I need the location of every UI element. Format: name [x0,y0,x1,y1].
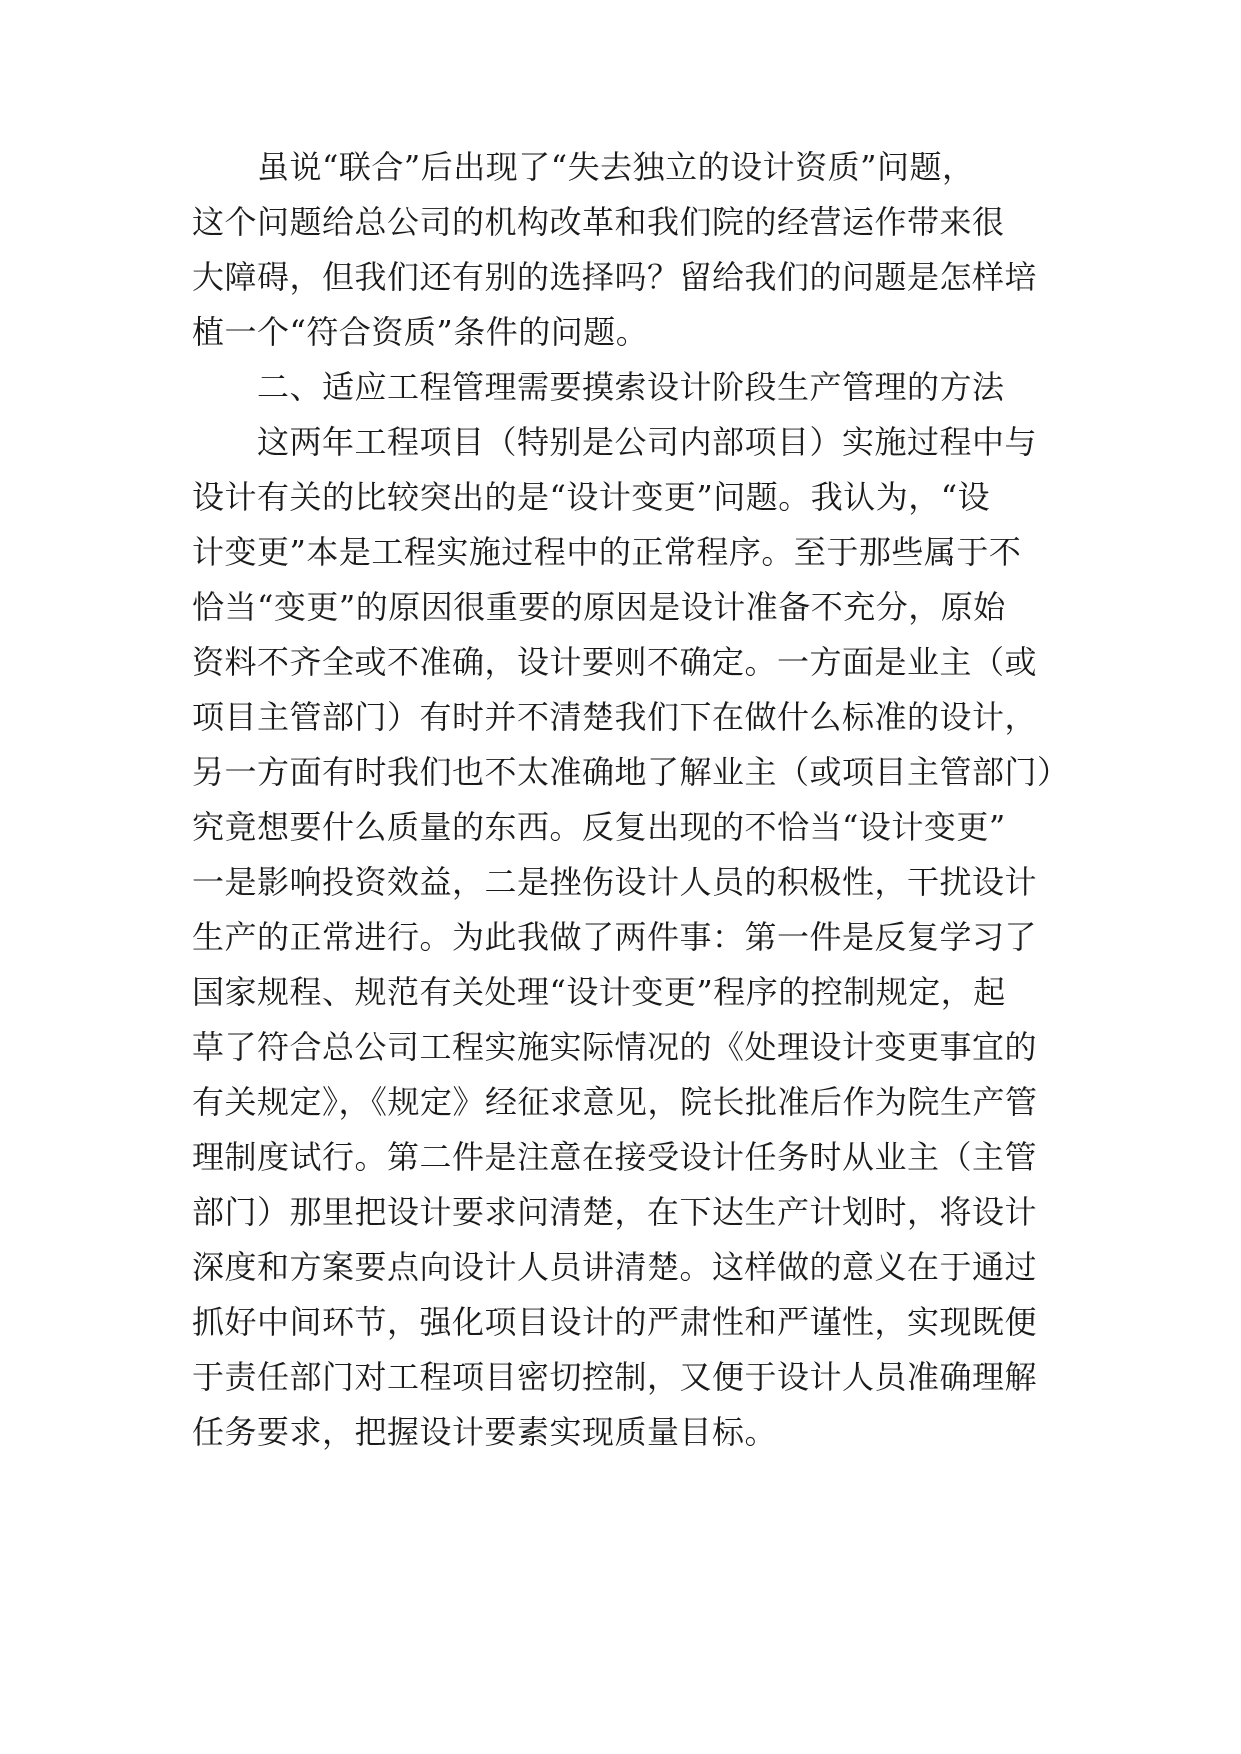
paragraph-2-line-9: 一是影响投资效益，二是挫伤设计人员的积极性，干扰设计 [192,863,1038,901]
paragraph-2-line-14: 理制度试行。第二件是注意在接受设计任务时从业主（主管 [192,1138,1038,1176]
paragraph-1-line-2: 这个问题给总公司的机构改革和我们院的经营运作带来很 [192,203,1005,241]
paragraph-2-line-2: 设计有关的比较突出的是“设计变更”问题。我认为，“设 [192,478,991,516]
paragraph-2-line-3: 计变更”本是工程实施过程中的正常程序。至于那些属于不 [192,533,1022,571]
paragraph-2-line-18: 于责任部门对工程项目密切控制，又便于设计人员准确理解 [192,1358,1038,1396]
section-heading: 二、适应工程管理需要摸索设计阶段生产管理的方法 [257,368,1005,406]
paragraph-1-line-3: 大障碍，但我们还有别的选择吗？留给我们的问题是怎样培 [192,258,1038,296]
paragraph-2-line-6: 项目主管部门）有时并不清楚我们下在做什么标准的设计， [192,698,1038,736]
paragraph-2-line-5: 资料不齐全或不准确，设计要则不确定。一方面是业主（或 [192,643,1038,681]
paragraph-1-line-1: 虽说“联合”后出现了“失去独立的设计资质”问题， [257,148,975,186]
paragraph-2-line-12: 草了符合总公司工程实施实际情况的《处理设计变更事宜的 [192,1028,1038,1066]
paragraph-2-line-1: 这两年工程项目（特别是公司内部项目）实施过程中与 [257,423,1038,461]
paragraph-2-line-4: 恰当“变更”的原因很重要的原因是设计准备不充分，原始 [192,588,1006,626]
paragraph-2-line-7: 另一方面有时我们也不太准确地了解业主（或项目主管部门） [192,753,1070,791]
paragraph-2-line-15: 部门）那里把设计要求问清楚，在下达生产计划时，将设计 [192,1193,1038,1231]
paragraph-2-line-16: 深度和方案要点向设计人员讲清楚。这样做的意义在于通过 [192,1248,1038,1286]
paragraph-2-line-10: 生产的正常进行。为此我做了两件事：第一件是反复学习了 [192,918,1038,956]
paragraph-2-line-13: 有关规定》，《规定》经征求意见，院长批准后作为院生产管 [192,1083,1038,1121]
paragraph-2-line-8: 究竟想要什么质量的东西。反复出现的不恰当“设计变更” [192,808,1006,846]
paragraph-2-line-17: 抓好中间环节，强化项目设计的严肃性和严谨性，实现既便 [192,1303,1038,1341]
paragraph-1-line-4: 植一个“符合资质”条件的问题。 [192,313,649,351]
paragraph-2-line-19: 任务要求，把握设计要素实现质量目标。 [192,1413,778,1451]
paragraph-2-line-11: 国家规程、规范有关处理“设计变更”程序的控制规定，起 [192,973,1006,1011]
